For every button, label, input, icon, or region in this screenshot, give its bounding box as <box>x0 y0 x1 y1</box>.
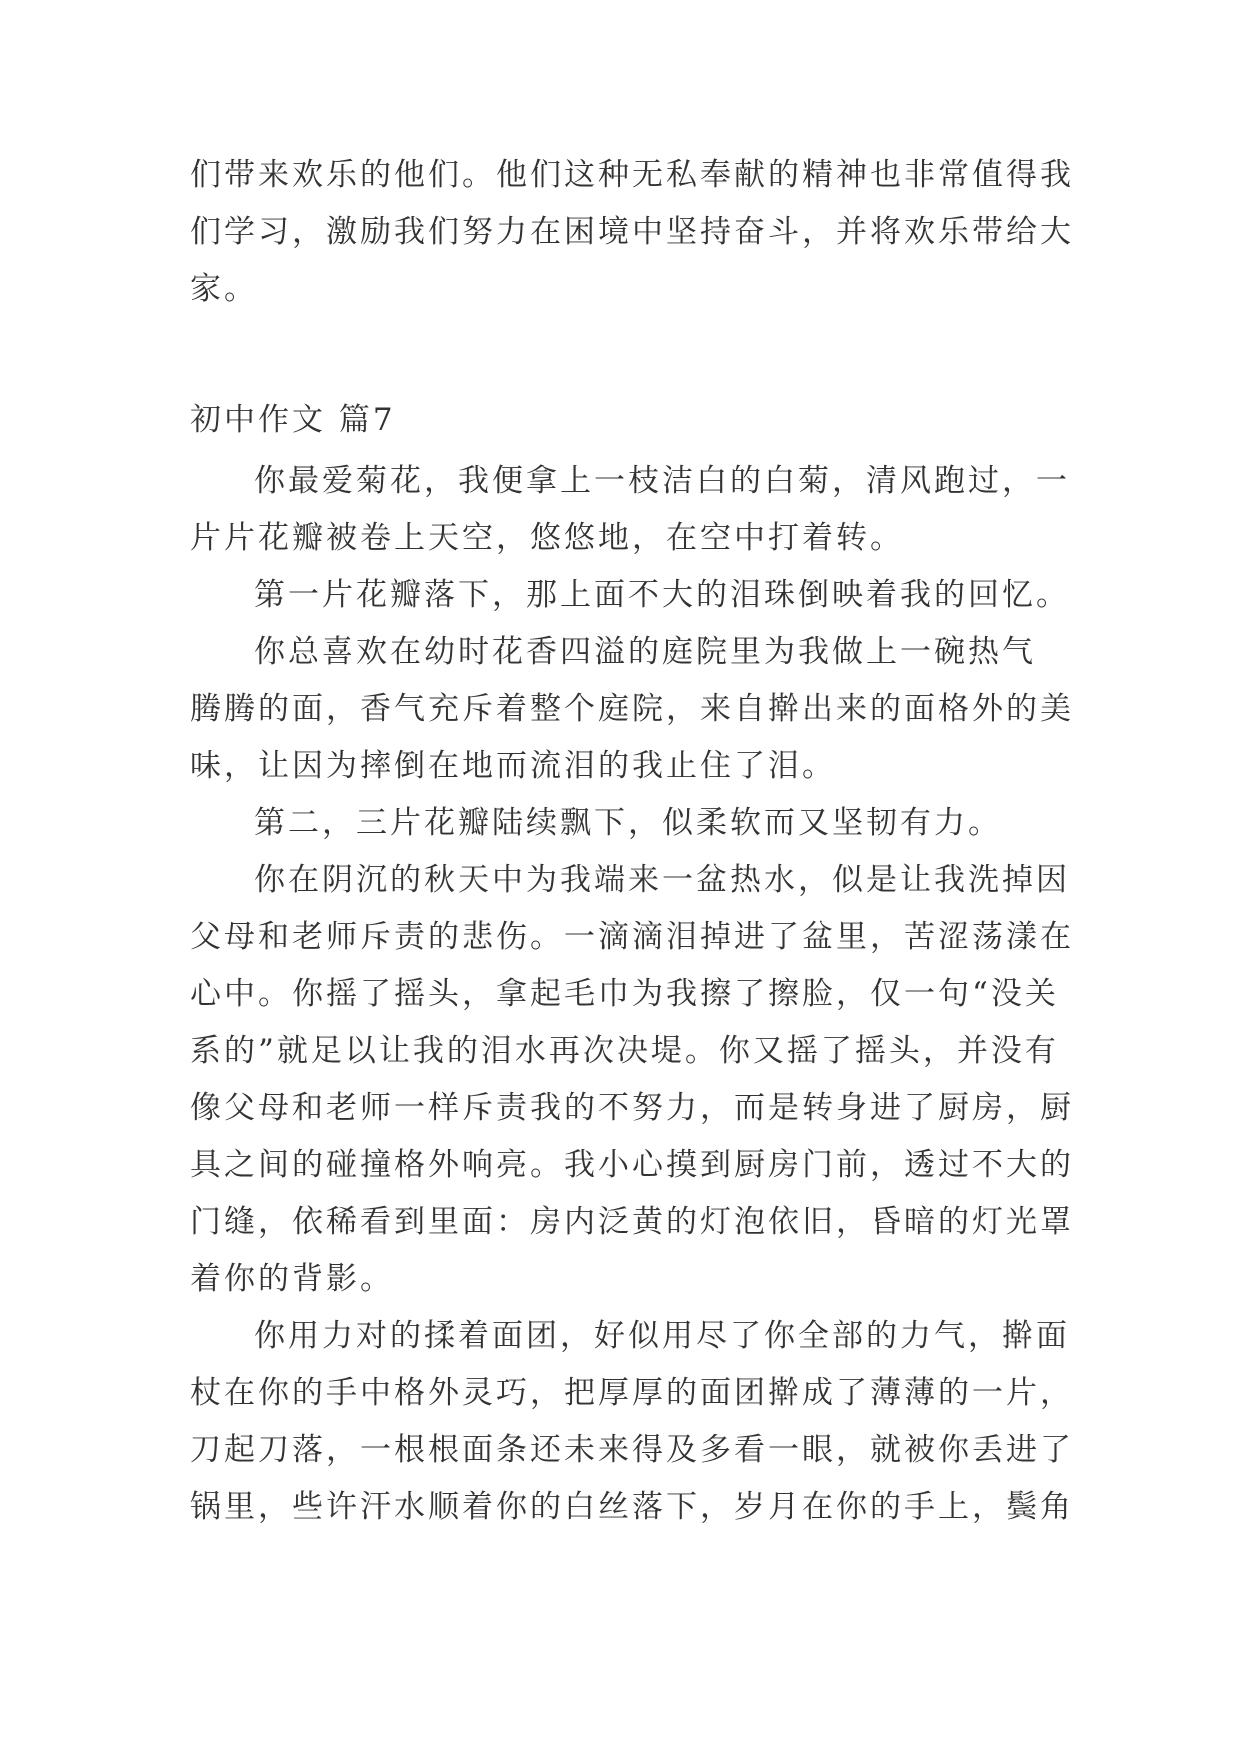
text-line: 刀起刀落，一根根面条还未来得及多看一眼，就被你丢进了 <box>190 1432 1074 1468</box>
text-line: 父母和老师斥责的悲伤。一滴滴泪掉进了盆里，苦涩荡漾在 <box>190 919 1074 955</box>
text-line: 第二，三片花瓣陆续飘下，似柔软而又坚韧有力。 <box>254 805 1002 841</box>
text-line: 们学习，激励我们努力在困境中坚持奋斗，并将欢乐带给大 <box>190 214 1074 250</box>
text-line: 腾腾的面，香气充斥着整个庭院，来自擀出来的面格外的美 <box>190 691 1074 727</box>
text-line: 第一片花瓣落下，那上面不大的泪珠倒映着我的回忆。 <box>254 577 1070 613</box>
section-heading: 初中作文 篇7 <box>190 402 396 438</box>
text-line: 你最爱菊花，我便拿上一枝洁白的白菊，清风跑过，一 <box>254 463 1070 499</box>
text-line: 片片花瓣被卷上天空，悠悠地，在空中打着转。 <box>190 520 904 556</box>
text-line: 杖在你的手中格外灵巧，把厚厚的面团擀成了薄薄的一片， <box>190 1375 1074 1411</box>
text-line: 家。 <box>190 271 258 307</box>
text-line: 着你的背影。 <box>190 1261 394 1297</box>
text-line: 像父母和老师一样斥责我的不努力，而是转身进了厨房，厨 <box>190 1090 1074 1126</box>
text-line: 具之间的碰撞格外响亮。我小心摸到厨房门前，透过不大的 <box>190 1147 1074 1183</box>
text-line: 味，让因为摔倒在地而流泪的我止住了泪。 <box>190 748 836 784</box>
text-line: 你用力对的揉着面团，好似用尽了你全部的力气，擀面 <box>254 1318 1070 1354</box>
text-line: 门缝，依稀看到里面：房内泛黄的灯泡依旧，昏暗的灯光罩 <box>190 1204 1074 1240</box>
text-line: 你在阴沉的秋天中为我端来一盆热水，似是让我洗掉因 <box>254 862 1070 898</box>
text-line: 系的”就足以让我的泪水再次决堤。你又摇了摇头，并没有 <box>190 1033 1059 1069</box>
text-line: 心中。你摇了摇头，拿起毛巾为我擦了擦脸，仅一句“没关 <box>190 976 1059 1012</box>
text-line: 你总喜欢在幼时花香四溢的庭院里为我做上一碗热气 <box>254 634 1036 670</box>
text-line: 锅里，些许汗水顺着你的白丝落下，岁月在你的手上，鬓角 <box>190 1489 1074 1525</box>
text-line: 们带来欢乐的他们。他们这种无私奉献的精神也非常值得我 <box>190 157 1074 193</box>
